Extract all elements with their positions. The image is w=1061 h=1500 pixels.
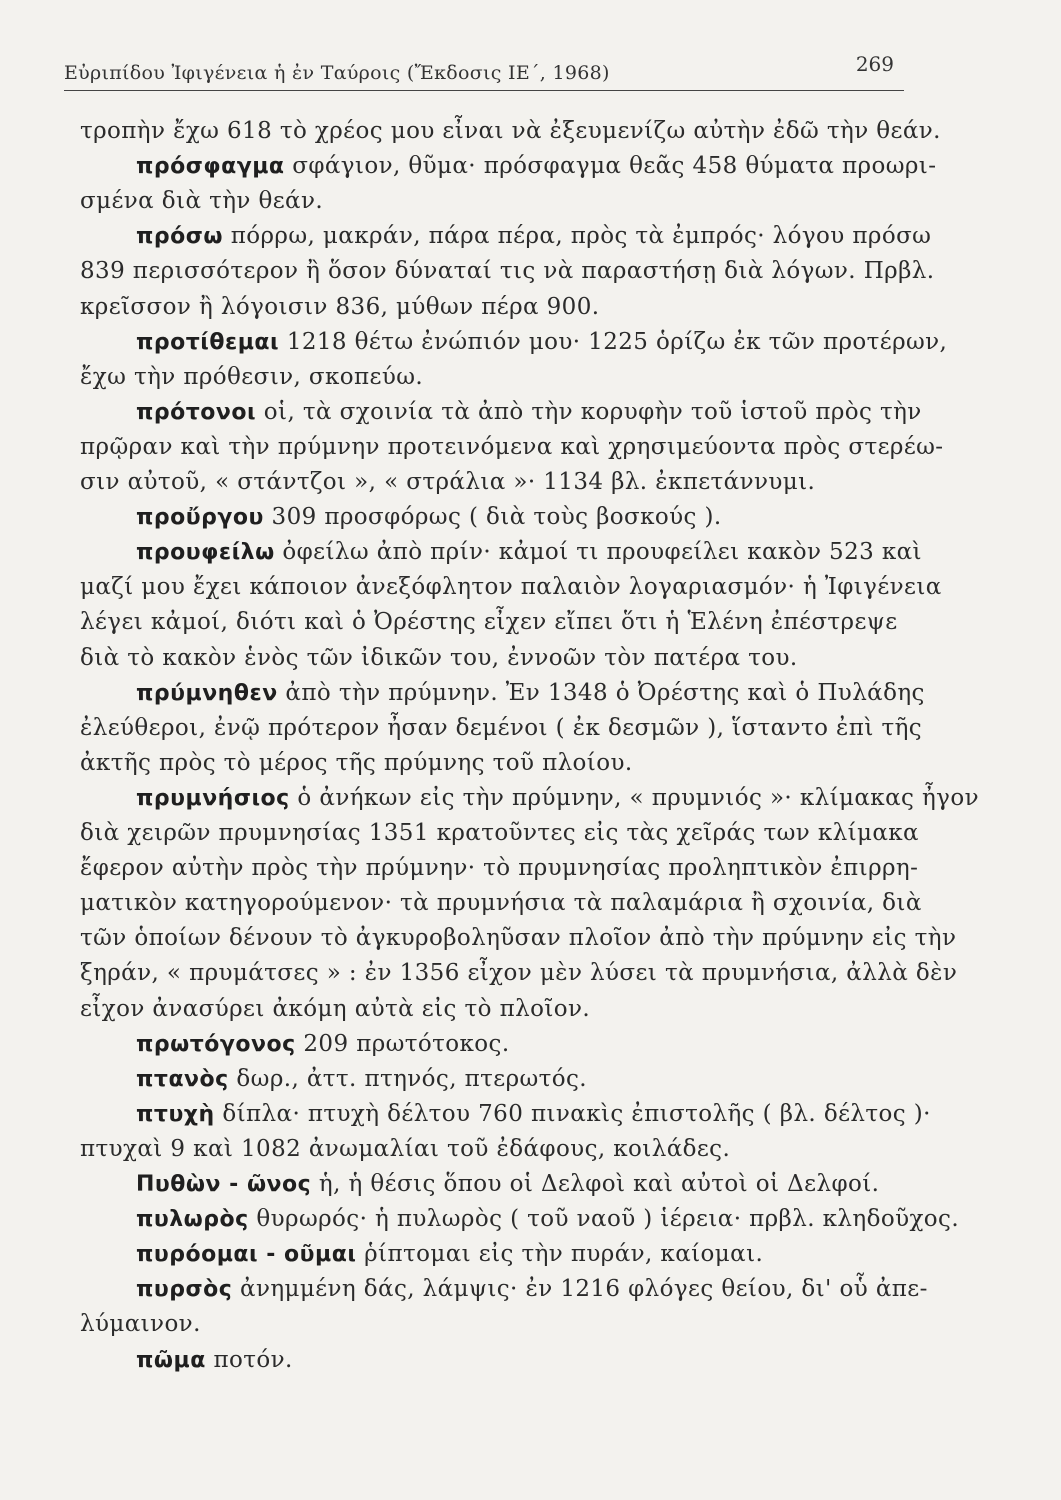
continuation-line	[80, 645, 798, 671]
definition-text: ἀκτῆς πρὸς τὸ μέρος τῆς πρύμνης τοῦ πλοίου.	[80, 749, 633, 776]
lemma: πρόσω	[136, 224, 224, 250]
entry-line	[136, 1276, 928, 1302]
continuation-line	[80, 574, 942, 600]
continuation-line	[80, 294, 599, 320]
entry-line	[136, 329, 947, 355]
continuation-line	[80, 925, 956, 951]
definition-text: οἱ, τὰ σχοινία τὰ ἀπὸ τὴν κορυφὴν τοῦ ἱστοῦ πρὸς τὴν	[256, 398, 922, 425]
running-header	[64, 50, 904, 91]
definition-text: διὰ τὸ κακὸν ἑνὸς τῶν ἰδικῶν του, ἐννοῶν τὸν πατέρα του.	[80, 644, 798, 671]
definition-text: 209 πρωτότοκος.	[295, 1030, 510, 1057]
definition-text: 839 περισσότερον ἢ ὅσον δύναταί τις νὰ παραστήσῃ διὰ λόγων. Πρβλ.	[80, 258, 935, 285]
entry-line	[136, 153, 936, 179]
definition-text: ἐλεύθεροι, ἐνῷ πρότερον ἦσαν δεμένοι ( ἐκ δεσμῶν ), ἵσταντο ἐπὶ τῆς	[80, 714, 923, 741]
definition-text: ῥίπτομαι εἰς τὴν πυράν, καίομαι.	[356, 1241, 764, 1268]
entry-line	[136, 1031, 510, 1057]
continuation-line	[80, 996, 590, 1022]
entry-line	[136, 1171, 879, 1197]
definition-text: πόρρω, μακράν, πάρα πέρα, πρὸς τὰ ἐμπρός· λόγου πρόσω	[223, 223, 932, 250]
continuation-line	[80, 364, 423, 390]
continuation-line	[80, 434, 943, 460]
definition-text: ποτόν.	[205, 1346, 293, 1373]
definition-text: ὁ ἀνήκων εἰς τὴν πρύμνην, « πρυμνιός »· κλίμακας ἦγον	[289, 784, 979, 811]
definition-text: ἔφερον αὐτὴν πρὸς τὴν πρύμνην· τὸ πρυμνησίας προληπτικὸν ἐπιρρη-	[80, 855, 919, 882]
definition-text: σφάγιον, θῦμα· πρόσφαγμα θεᾶς 458 θύματα προωρι-	[284, 153, 937, 180]
definition-text: τροπὴν ἔχω 618 τὸ χρέος μου εἶναι νὰ ἐξευμενίζω αὐτὴν ἐδῶ τὴν θεάν.	[80, 118, 941, 144]
definition-text: μαζί μου ἔχει κάποιον ἀνεξόφλητον παλαιὸν λογαριασμόν· ἡ Ἰφιγένεια	[80, 574, 942, 601]
lemma: πρότονοι	[136, 399, 257, 425]
definition-text: ὀφείλω ἀπὸ πρίν· κἀμοί τι προυφείλει κακὸν 523 καὶ	[274, 539, 922, 566]
definition-text: διὰ χειρῶν πρυμνησίας 1351 κρατοῦντες εἰς τὰς χεῖράς των κλίμακα	[80, 820, 919, 846]
entry-line	[136, 539, 922, 565]
definition-text: ἡ, ἡ θέσις ὅπου οἱ Δελφοὶ καὶ αὐτοὶ οἱ Δελφοί.	[311, 1171, 880, 1197]
lemma: πῶμα	[136, 1347, 206, 1373]
definition-text: ἀνημμένη δάς, λάμψις· ἐν 1216 φλόγες θείου, δι' οὗ ἀπε-	[232, 1276, 928, 1303]
lemma: πρύμνηθεν	[136, 680, 278, 706]
continuation-line	[80, 118, 941, 144]
entry-line	[136, 1241, 763, 1267]
definition-text: πρῷραν καὶ τὴν πρύμνην προτεινόμενα καὶ χρησιμεύοντα πρὸς στερέω-	[80, 433, 944, 460]
continuation-line	[80, 1311, 201, 1337]
continuation-line	[80, 469, 815, 495]
page-number: 269	[855, 52, 894, 76]
continuation-line	[80, 188, 323, 214]
continuation-line	[80, 609, 898, 635]
continuation-line	[80, 750, 633, 776]
lemma: πτανὸς	[136, 1066, 229, 1092]
lemma: Πυθὼν - ῶνος	[136, 1172, 312, 1197]
lemma: πρόσφαγμα	[136, 154, 285, 180]
lemma: προτίθεμαι	[136, 329, 280, 355]
definition-text: σμένα διὰ τὴν θεάν.	[80, 188, 324, 215]
lemma: πρυμνήσιος	[136, 785, 290, 811]
definition-text: δωρ., ἀττ. πτηνός, πτερωτός.	[228, 1065, 588, 1092]
entry-line	[136, 223, 931, 249]
lemma: πυρσὸς	[136, 1277, 233, 1303]
entry-line	[136, 399, 922, 425]
definition-text: εἶχον ἀνασύρει ἀκόμη αὐτὰ εἰς τὸ πλοῖον.	[80, 995, 591, 1022]
lemma: πυλωρὸς	[136, 1207, 249, 1233]
definition-text: ἀπὸ τὴν πρύμνην. Ἐν 1348 ὁ Ὀρέστης καὶ ὁ Πυλάδης	[277, 679, 925, 706]
continuation-line	[80, 715, 922, 741]
entry-line	[136, 1347, 293, 1373]
continuation-line	[80, 890, 922, 916]
definition-text: πτυχαὶ 9 καὶ 1082 ἀνωμαλίαι τοῦ ἐδάφους, κοιλάδες.	[80, 1135, 731, 1162]
entry-line	[136, 1206, 959, 1232]
entry-line	[136, 1066, 587, 1092]
definition-text: ξηράν, « πρυμάτσες » : ἐν 1356 εἶχον μὲν λύσει τὰ πρυμνήσια, ἀλλὰ δὲν	[80, 960, 958, 987]
continuation-line	[80, 258, 935, 284]
definition-text: 1218 θέτω ἐνώπιόν μου· 1225 ὁρίζω ἐκ τῶν προτέρων,	[279, 328, 948, 355]
entry-line	[136, 504, 722, 530]
continuation-line	[80, 855, 918, 881]
definition-text: λέγει κἀμοί, διότι καὶ ὁ Ὀρέστης εἶχεν εἴπει ὅτι ἡ Ἑλένη ἐπέστρεψε	[80, 609, 898, 636]
definition-text: τῶν ὁποίων δένουν τὸ ἀγκυροβοληῦσαν πλοῖον ἀπὸ τὴν πρύμνην εἰς τὴν	[80, 925, 957, 952]
continuation-line	[80, 1136, 730, 1162]
definition-text: δίπλα· πτυχὴ δέλτου 760 πινακὶς ἐπιστολῆς ( βλ. δέλτος )·	[214, 1100, 931, 1127]
lemma: πρωτόγονος	[136, 1031, 296, 1057]
definition-text: λύμαινον.	[80, 1311, 201, 1338]
continuation-line	[80, 820, 919, 846]
definition-text: ματικὸν κατηγορούμενον· τὰ πρυμνήσια τὰ παλαμάρια ἢ σχοινία, διὰ	[80, 890, 922, 917]
lemma: πτυχὴ	[136, 1101, 215, 1127]
lemma: πυρόομαι - οῦμαι	[136, 1242, 357, 1268]
entry-line	[136, 785, 979, 811]
lemma: προὔργου	[136, 505, 264, 531]
definition-text: θυρωρός· ἡ πυλωρὸς ( τοῦ ναοῦ ) ἱέρεια· πρβλ. κληδοῦχος.	[248, 1206, 960, 1233]
definition-text: σιν αὐτοῦ, « στάντζοι », « στράλια »· 1134 βλ. ἐκπετάννυμι.	[80, 469, 816, 495]
lemma: προυφείλω	[136, 540, 275, 566]
header-title: Εὐριπίδου Ἰφιγένεια ἡ ἐν Ταύροις (Ἔκδοσις ΙΕ΄, 1968)	[64, 62, 610, 84]
definition-text: κρεῖσσον ἢ λόγοισιν 836, μύθων πέρα 900.	[80, 293, 600, 320]
continuation-line	[80, 960, 957, 986]
entry-line	[136, 1101, 931, 1127]
entry-line	[136, 680, 925, 706]
definition-text: 309 προσφόρως ( διὰ τοὺς βοσκούς ).	[263, 504, 722, 531]
definition-text: ἔχω τὴν πρόθεσιν, σκοπεύω.	[80, 363, 424, 390]
